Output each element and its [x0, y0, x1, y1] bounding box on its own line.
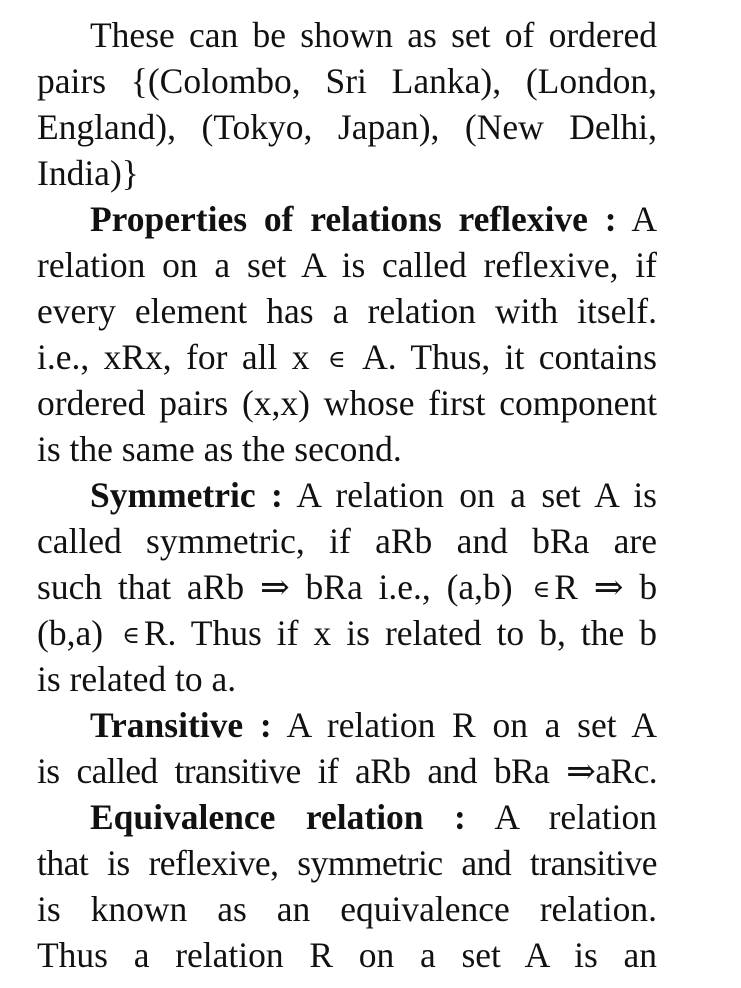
- text-line: is the same as the second.: [37, 429, 402, 469]
- text-line: [37, 794, 657, 840]
- text-run: (b,a): [37, 613, 104, 653]
- element-of-symbol: ∈: [327, 347, 346, 373]
- text-line: [37, 196, 657, 242]
- text-line: Thus a relation R on a set A is an: [37, 935, 657, 975]
- text-line: is related to a.: [37, 659, 237, 699]
- paragraph-equivalence: [37, 794, 657, 978]
- text-run: A relation on a set A is: [296, 475, 657, 515]
- element-of-symbol: ∈: [532, 577, 551, 603]
- implies-symbol: ⇒: [259, 567, 290, 607]
- text-run: A: [631, 199, 657, 239]
- text-run: is called transitive if aRb and bRa: [37, 751, 550, 791]
- implies-symbol: ⇒: [593, 567, 624, 607]
- paragraph-transitive: [37, 702, 657, 794]
- text-run: such that aRb: [37, 567, 245, 607]
- heading-symmetric: Symmetric :: [90, 475, 283, 515]
- text-run: A relation: [494, 797, 657, 837]
- text-line: [37, 610, 657, 656]
- text-run: R: [554, 567, 578, 607]
- text-line: England), (Tokyo, Japan), (New Delhi,: [37, 107, 657, 147]
- text-run: i.e., xRx, for all x: [37, 337, 310, 377]
- text-line: called symmetric, if aRb and bRa are: [37, 521, 657, 561]
- text-run: A. Thus, it contains: [362, 337, 657, 377]
- paragraph-reflexive: [37, 196, 657, 472]
- text-run: aRc.: [595, 751, 657, 791]
- element-of-symbol: ∈: [122, 623, 140, 649]
- text-line: that is reflexive, symmetric and transitive: [37, 843, 657, 883]
- text-line: ordered pairs (x,x) whose first component: [37, 383, 657, 423]
- implies-symbol: ⇒: [566, 751, 596, 791]
- heading-equivalence: Equivalence relation :: [90, 797, 466, 837]
- text-line: pairs {(Colombo, Sri Lanka), (London,: [37, 61, 657, 101]
- text-line: [37, 334, 657, 380]
- text-line: [37, 702, 657, 748]
- text-line: These can be shown as set of ordered: [90, 15, 657, 55]
- text-run: bRa i.e., (a,b): [305, 567, 513, 607]
- text-line: India)}: [37, 153, 139, 193]
- text-line: [37, 472, 657, 518]
- text-line: [37, 748, 657, 794]
- text-line: every element has a relation with itself.: [37, 291, 657, 331]
- paragraph-symmetric: [37, 472, 657, 702]
- text-line: is known as an equivalence relation.: [37, 889, 657, 929]
- text-run: b: [639, 567, 657, 607]
- paragraph-ordered-pairs: [37, 12, 657, 196]
- text-line: relation on a set A is called reflexive, if: [37, 245, 657, 285]
- text-run: R. Thus if x is related to b, the b: [143, 613, 657, 653]
- heading-transitive: Transitive :: [90, 705, 272, 745]
- text-run: A relation R on a set A: [286, 705, 657, 745]
- text-line: [37, 564, 657, 610]
- document-page: [37, 12, 657, 978]
- heading-reflexive: Properties of relations reflexive :: [90, 199, 617, 239]
